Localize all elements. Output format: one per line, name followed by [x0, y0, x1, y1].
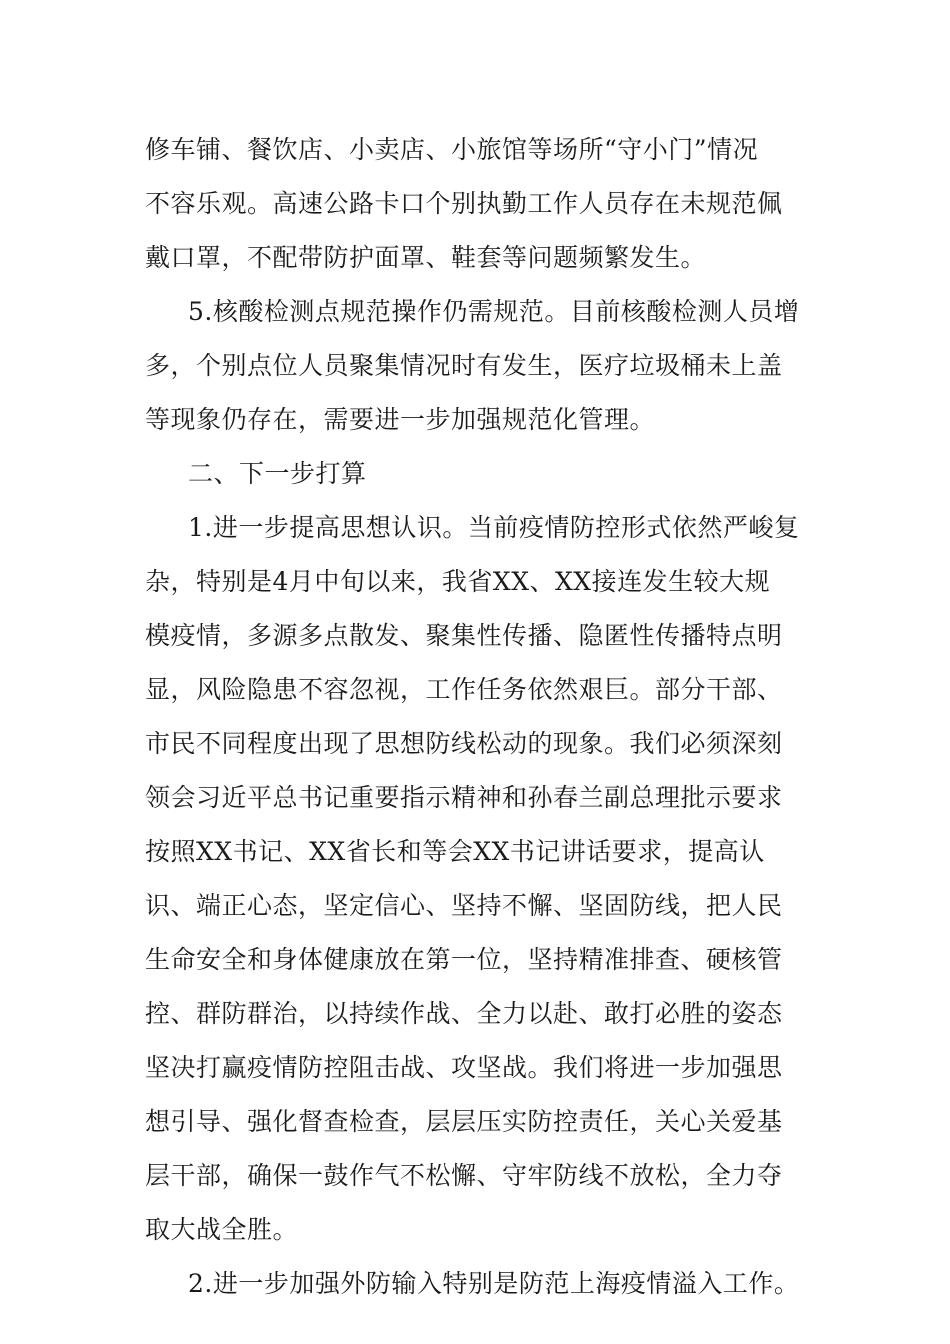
paragraph-line: 2.进一步加强外防输入特别是防范上海疫情溢入工作。 [188, 1269, 800, 1298]
paragraph-line: 不容乐观。高速公路卡口个别执勤工作人员存在未规范佩 [145, 189, 783, 218]
paragraph-line: 领会习近平总书记重要指示精神和孙春兰副总理批示要求 [145, 783, 783, 812]
paragraph-line: 市民不同程度出现了思想防线松动的现象。我们必须深刻 [145, 729, 783, 758]
paragraph-line: 生命安全和身体健康放在第一位，坚持精准排查、硬核管 [145, 945, 783, 974]
paragraph-line: 模疫情，多源多点散发、聚集性传播、隐匿性传播特点明 [145, 621, 783, 650]
paragraph-line: 5.核酸检测点规范操作仍需规范。目前核酸检测人员增 [188, 297, 800, 326]
paragraph-line: 等现象仍存在，需要进一步加强规范化管理。 [145, 405, 656, 434]
paragraph-line: 戴口罩，不配带防护面罩、鞋套等问题频繁发生。 [145, 243, 707, 272]
paragraph-line: 层干部，确保一鼓作气不松懈、守牢防线不放松，全力夺 [145, 1161, 783, 1190]
paragraph-line: 1.进一步提高思想认识。当前疫情防控形式依然严峻复 [188, 513, 800, 542]
paragraph-line: 多，个别点位人员聚集情况时有发生，医疗垃圾桶未上盖 [145, 351, 783, 380]
paragraph-line: 杂，特别是4月中旬以来，我省XX、XX接连发生较大规 [145, 567, 771, 596]
section-heading: 二、下一步打算 [188, 459, 367, 488]
paragraph-line: 取大战全胜。 [145, 1215, 299, 1244]
paragraph-line: 修车铺、餐饮店、小卖店、小旅馆等场所“守小门”情况 [145, 135, 759, 164]
paragraph-line: 识、端正心态，坚定信心、坚持不懈、坚固防线，把人民 [145, 891, 783, 920]
paragraph-line: 控、群防群治，以持续作战、全力以赴、敢打必胜的姿态 [145, 999, 783, 1028]
paragraph-line: 按照XX书记、XX省长和等会XX书记讲话要求，提高认 [145, 837, 765, 866]
paragraph-line: 想引导、强化督查检查，层层压实防控责任，关心关爱基 [145, 1107, 783, 1136]
paragraph-line: 坚决打赢疫情防控阻击战、攻坚战。我们将进一步加强思 [145, 1053, 783, 1082]
paragraph-line: 显，风险隐患不容忽视，工作任务依然艰巨。部分干部、 [145, 675, 783, 704]
